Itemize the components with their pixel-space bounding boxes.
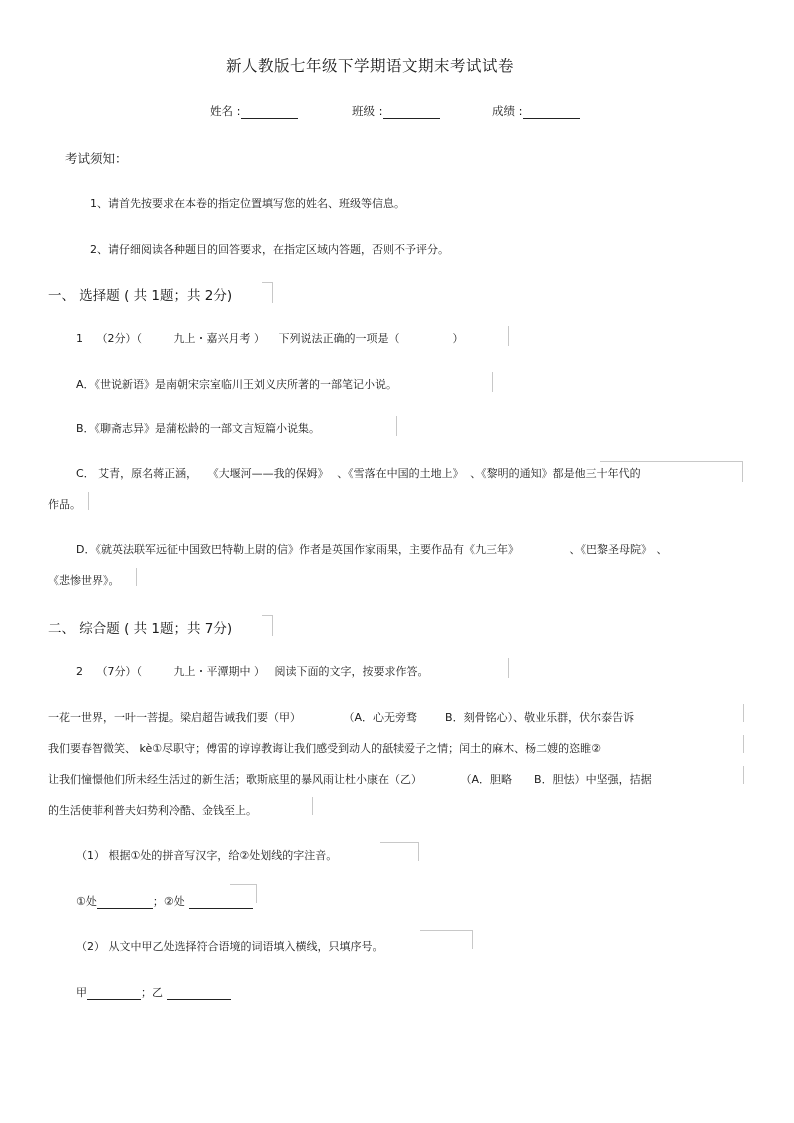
- question-1-frame: [508, 326, 509, 346]
- passage-line-1-c: B．刻骨铭心）、敬业乐群，伏尔泰告诉: [445, 711, 635, 724]
- sub-question-2-blank-1[interactable]: [87, 986, 141, 1000]
- sub-question-1-answer-row: [76, 893, 253, 909]
- option-d-frame: [136, 568, 137, 586]
- question-1-source: 九上・嘉兴月考 ）: [173, 332, 265, 345]
- score-label: 成绩 :: [492, 104, 523, 118]
- sub-question-2-frame: [420, 930, 473, 949]
- name-label: 姓名 :: [210, 104, 241, 118]
- option-c-text-1: C． 艾青，原名蒋正涵，: [76, 467, 198, 480]
- sub-question-2-answer-row: [76, 984, 231, 1000]
- question-1-stem: 下列说法正确的一项是（: [278, 332, 400, 345]
- class-blank[interactable]: [383, 105, 440, 119]
- name-blank[interactable]: [241, 105, 298, 119]
- sub-question-2-label-1: 甲: [76, 986, 87, 999]
- option-d[interactable]: [76, 541, 667, 557]
- passage-line-4: 的生活使菲利普夫妇势利冷酷、金钱至上。: [48, 804, 257, 817]
- name-field[interactable]: [210, 103, 298, 119]
- passage-line-1: [48, 709, 634, 725]
- sub-question-1-prompt: （1） 根据①处的拼音写汉字，给②处划线的字注音。: [76, 849, 338, 862]
- option-d-text-1: D．《就英法联军远征中国致巴特勒上尉的信》作者是英国作家雨果，主要作品有《九三年》: [76, 543, 514, 556]
- sub-question-2-prompt: （2） 从文中甲乙处选择符合语境的词语填入横线，只填序号。: [76, 940, 384, 953]
- passage-line-3: [48, 771, 652, 787]
- passage-line-1-b: （A．心无旁骛: [349, 711, 418, 724]
- option-c-text-2: 《大堰河——我的保姆》: [213, 467, 324, 480]
- section-2-heading: 二、 综合题 ( 共 1题；共 7分): [48, 621, 233, 637]
- option-d-text-3: 、: [656, 543, 668, 556]
- option-c-line-2: 作品。: [48, 498, 81, 511]
- option-a-frame: [492, 372, 493, 392]
- sub-question-2-sep: ；乙: [141, 986, 163, 999]
- sub-question-1-answer-frame: [230, 884, 257, 903]
- notice-item-2: 2、请仔细阅读各种题目的回答要求，在指定区域内答题，否则不予评分。: [90, 243, 449, 256]
- question-2-points: （7分）（: [96, 665, 142, 678]
- passage-frame-3: [743, 766, 744, 784]
- sub-question-1-frame: [380, 842, 419, 861]
- option-c-frame: [600, 461, 743, 482]
- passage-frame-4: [312, 797, 313, 815]
- section-2-frame: [262, 615, 273, 636]
- passage-line-3-a: 让我们憧憬他们所未经生活过的新生活；歌斯底里的暴风雨让杜小康在（乙）: [48, 773, 422, 786]
- option-d-text-2: 、《巴黎圣母院》: [569, 543, 647, 556]
- sub-question-1-blank-1[interactable]: [97, 895, 153, 909]
- class-label: 班级 :: [352, 104, 383, 118]
- option-c-text-4: 、《黎明的通知》都是他三十年代的: [470, 467, 641, 480]
- class-field[interactable]: [352, 103, 440, 119]
- passage-line-1-a: 一花一世界，一叶一菩提。梁启超告诫我们要（甲）: [48, 711, 301, 724]
- notice-item-1: 1、请首先按要求在本卷的指定位置填写您的姓名、班级等信息。: [90, 197, 405, 210]
- question-2-stem: 阅读下面的文字，按要求作答。: [274, 665, 429, 678]
- sub-question-1-label-1: ①处: [76, 895, 97, 908]
- option-c-frame-2: [88, 492, 89, 510]
- passage-line-3-b: （A．胆略: [466, 773, 513, 786]
- section-1-frame: [262, 282, 273, 303]
- question-1-stem-end: ）: [452, 332, 464, 345]
- option-b-frame: [396, 416, 397, 436]
- question-2-frame: [508, 658, 509, 678]
- score-blank[interactable]: [523, 105, 580, 119]
- option-a[interactable]: A．《世说新语》是南朝宋宗室临川王刘义庆所著的一部笔记小说。: [76, 378, 398, 391]
- option-c[interactable]: [76, 465, 641, 481]
- passage-line-2: 我们要春智微笑、 kè①尽职守；傅雷的谆谆教诲让我们感受到动人的舐犊爱子之情；闰土的麻木、杨二嫂的恣睢②: [48, 742, 601, 755]
- sub-question-2-blank-2[interactable]: [167, 986, 231, 1000]
- question-2-header: [76, 663, 429, 679]
- question-1-header: [76, 330, 464, 346]
- passage-frame-1: [743, 704, 744, 722]
- passage-line-3-c: B．胆怯）中坚强，拮据: [534, 773, 652, 786]
- score-field[interactable]: [492, 103, 580, 119]
- option-b[interactable]: B．《聊斋志异》是蒲松龄的一部文言短篇小说集。: [76, 422, 321, 435]
- notice-heading: 考试须知：: [65, 151, 128, 166]
- question-2-number: 2: [76, 665, 83, 678]
- option-c-text-3: 、《雪落在中国的土地上》: [337, 467, 459, 480]
- option-d-line-2: 《悲惨世界》。: [48, 574, 120, 587]
- question-1-points: （2分）（: [96, 332, 142, 345]
- page-title: 新人教版七年级下学期语文期末考试试卷: [226, 57, 515, 75]
- section-1-heading: 一、 选择题 ( 共 1题；共 2分): [48, 288, 233, 304]
- passage-frame-2: [743, 735, 744, 753]
- question-1-number: 1: [76, 332, 83, 345]
- sub-question-1-sep: ；②处: [152, 895, 185, 908]
- question-2-source: 九上・平潭期中 ）: [173, 665, 265, 678]
